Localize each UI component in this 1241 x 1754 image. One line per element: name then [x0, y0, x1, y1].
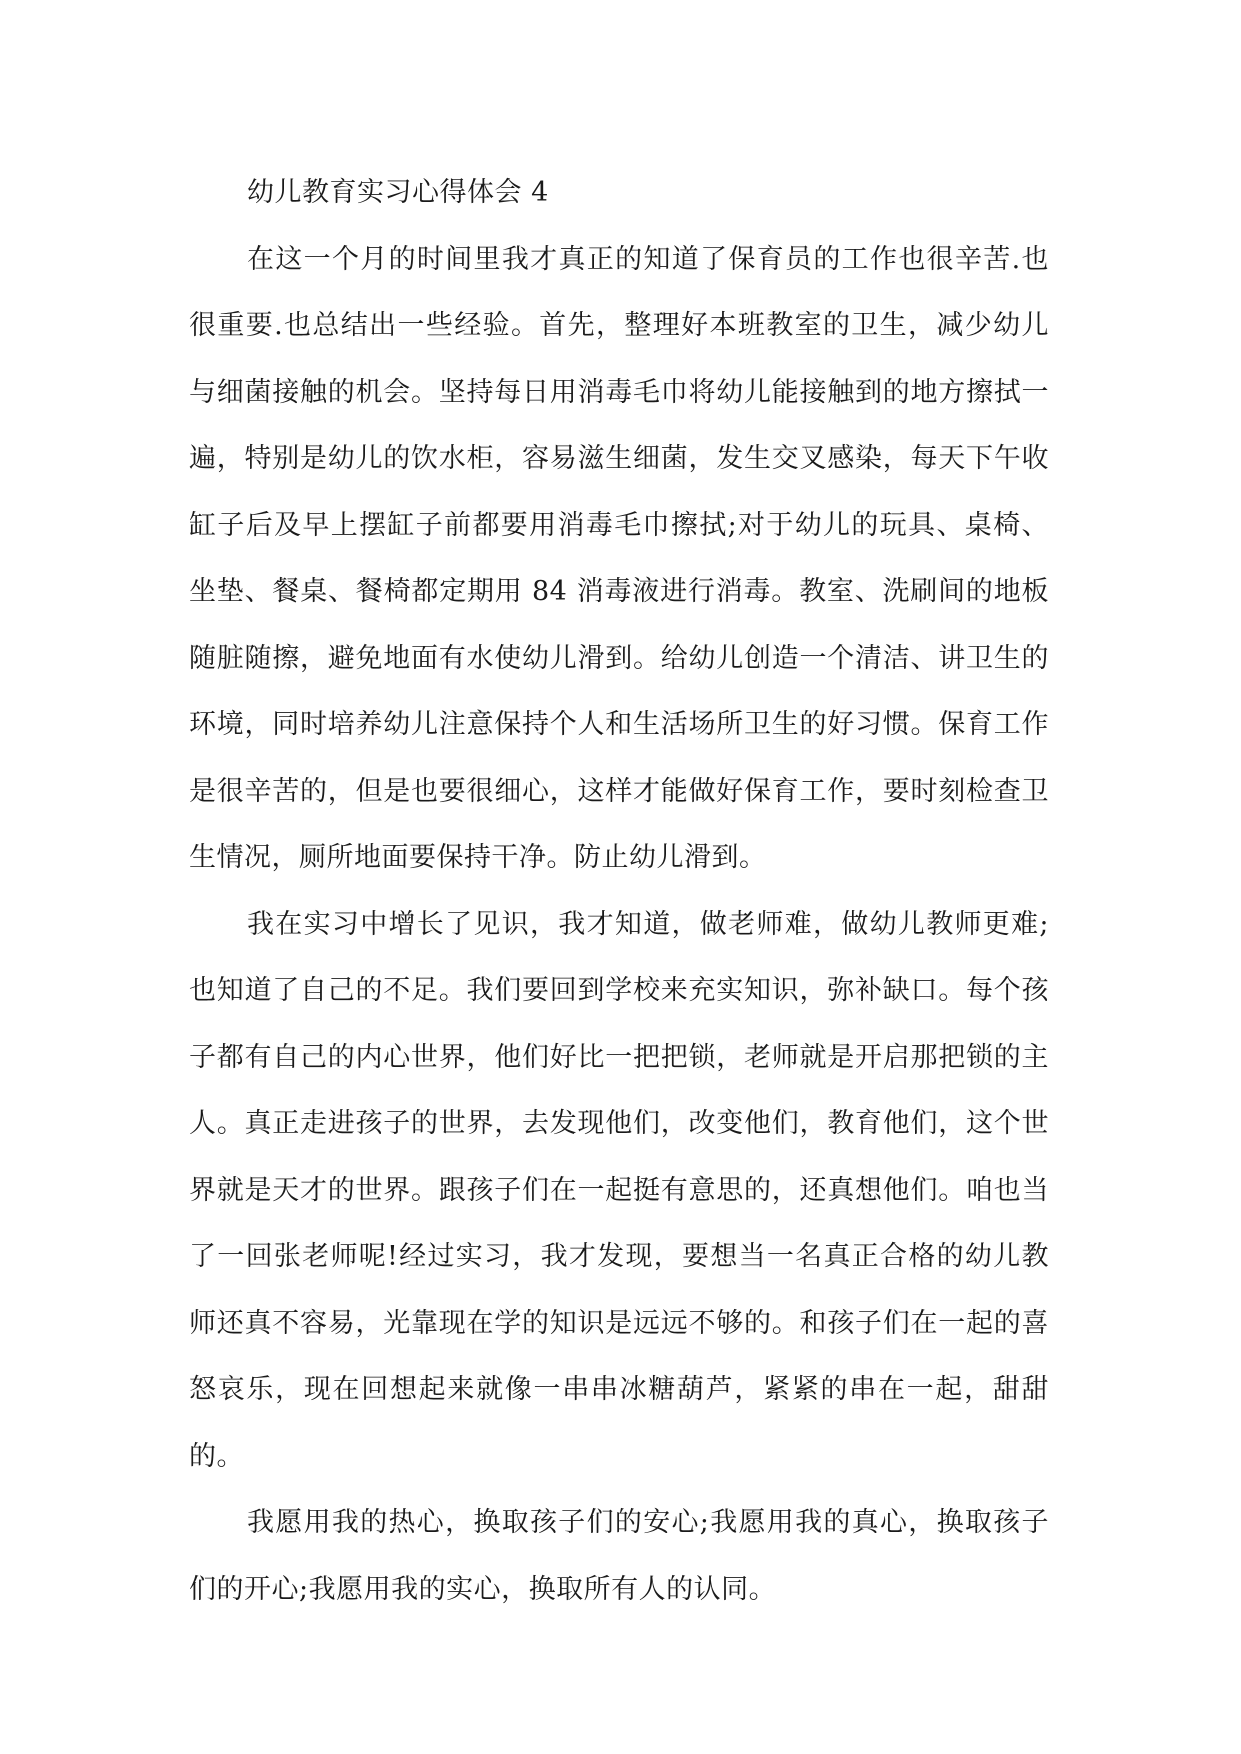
paragraph-2: 我在实习中增长了见识，我才知道，做老师难，做幼儿教师更难;也知道了自己的不足。我们要回到学校来充实知识，弥补缺口。每个孩子都有自己的内心世界，他们好比一把把锁，老师就是开启那把锁的主人。真正走进孩子的世界，去发现他们，改变他们，教育他们，这个世界就是天才的世界。跟孩子们在一起挺有意思的，还真想他们。咱也当了一回张老师呢!经过实习，我才发现，要想当一名真正合格的幼儿教师还真不容易，光靠现在学的知识是远远不够的。和孩子们在一起的喜怒哀乐，现在回想起来就像一串串冰糖葫芦，紧紧的串在一起，甜甜的。 — [189, 908, 1049, 1472]
paragraph-1: 在这一个月的时间里我才真正的知道了保育员的工作也很辛苦.也很重要.也总结出一些经验。首先，整理好本班教室的卫生，减少幼儿与细菌接触的机会。坚持每日用消毒毛巾将幼儿能接触到的地方擦拭一遍，特别是幼儿的饮水柜，容易滋生细菌，发生交叉感染，每天下午收缸子后及早上摆缸子前都要用消毒毛巾擦拭;对于幼儿的玩具、桌椅、坐垫、餐桌、餐椅都定期用 84 消毒液进行消毒。教室、洗刷间的地板随脏随擦，避免地面有水使幼儿滑到。给幼儿创造一个清洁、讲卫生的环境，同时培养幼儿注意保持个人和生活场所卫生的好习惯。保育工作是很辛苦的，但是也要很细心，这样才能做好保育工作，要时刻检查卫生情况，厕所地面要保持干净。防止幼儿滑到。 — [189, 243, 1049, 873]
paragraph-3: 我愿用我的热心，换取孩子们的安心;我愿用我的真心，换取孩子们的开心;我愿用我的实心，换取所有人的认同。 — [189, 1507, 1049, 1605]
document-title: 幼儿教育实习心得体会 4 — [247, 177, 549, 208]
document-body — [189, 160, 1049, 1623]
